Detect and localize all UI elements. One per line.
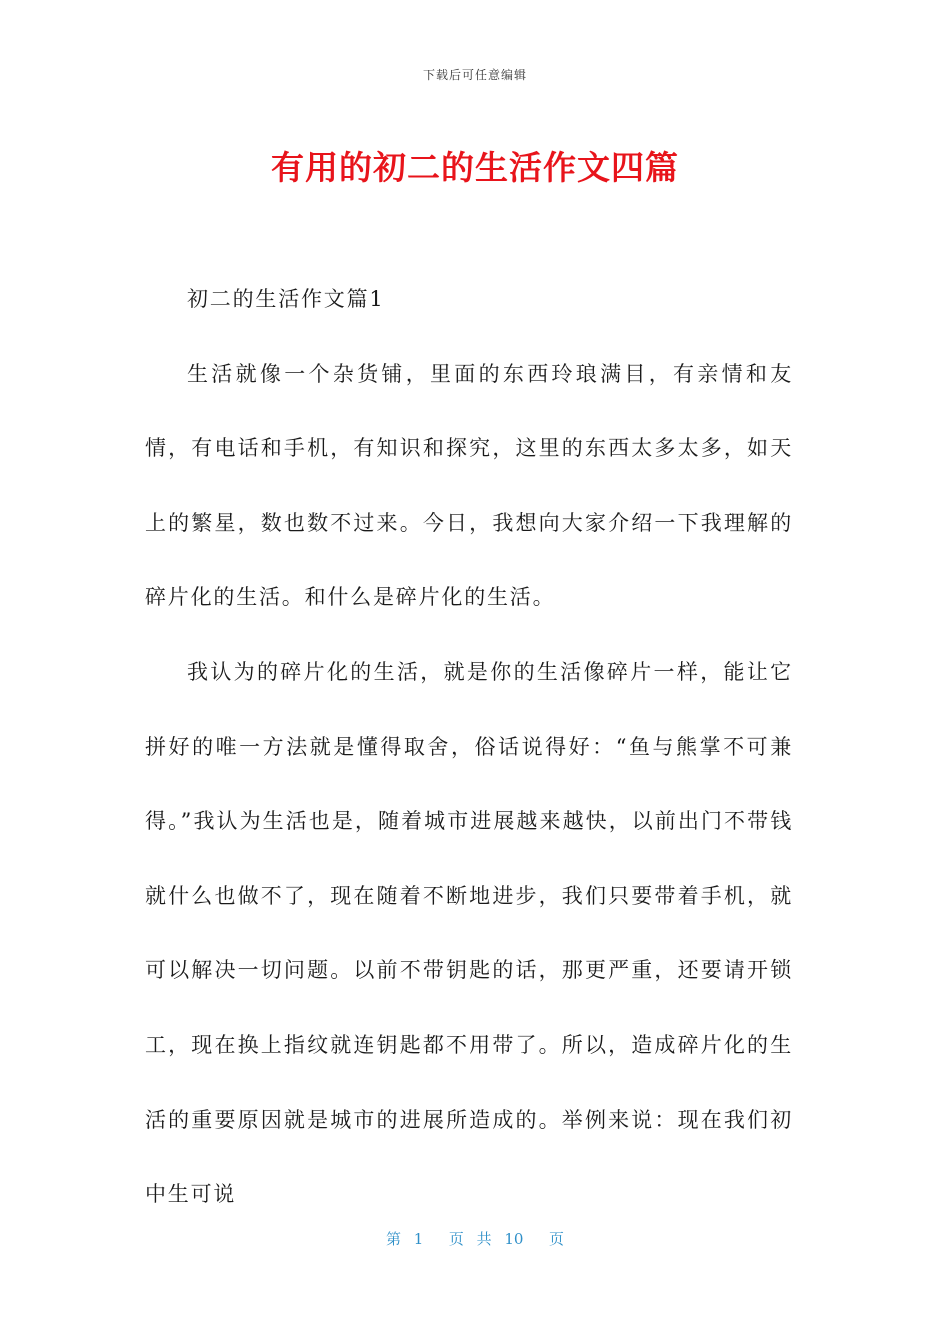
total-pages-number: 10 (504, 1230, 524, 1248)
paragraph: 我认为的碎片化的生活，就是你的生活像碎片一样，能让它拼好的唯一方法就是懂得取舍，俗话说得好：“鱼与熊掌不可兼得。”我认为生活也是，随着城市进展越来越快，以前出门不带钱就什么也做不了，现在随着不断地进步，我们只要带着手机，就可以解决一切问题。以前不带钥匙的话，那更严重，还要请开锁工，现在换上指纹就连钥匙都不用带了。所以，造成碎片化的生活的重要原因就是城市的进展所造成的。举例来说：现在我们初中生可说 (145, 659, 793, 1207)
footer-label-of: 页 共 (448, 1230, 492, 1248)
document-body (145, 262, 793, 1232)
header-note: 下载后可任意编辑 (422, 68, 527, 82)
document-title: 有用的初二的生活作文四篇 (271, 148, 679, 187)
section-heading: 初二的生活作文篇1 (187, 287, 385, 311)
page-footer (0, 1228, 950, 1249)
paragraph: 生活就像一个杂货铺，里面的东西玲琅满目，有亲情和友情，有电话和手机，有知识和探究，这里的东西太多太多，如天上的繁星，数也数不过来。今日，我想向大家介绍一下我理解的碎片化的生活。和什么是碎片化的生活。 (145, 361, 793, 610)
current-page-number: 1 (413, 1230, 424, 1248)
footer-label-page: 第 (385, 1230, 401, 1248)
footer-label-end: 页 (549, 1230, 565, 1248)
